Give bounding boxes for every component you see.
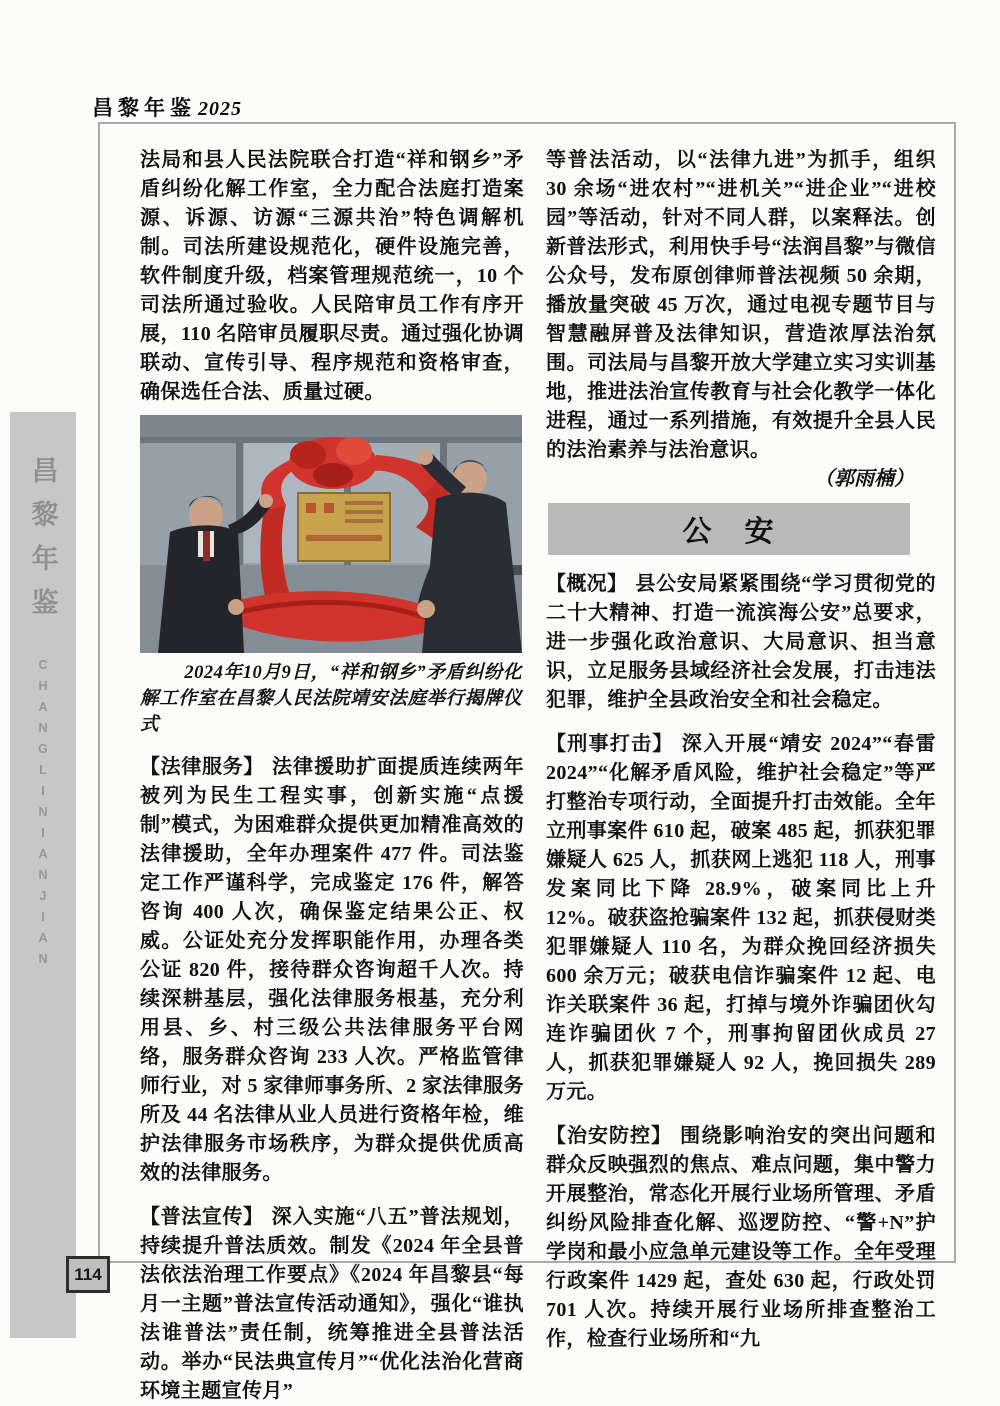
- section-header-title: 公 安: [682, 515, 776, 548]
- entry-title-law-publicity: 【普法宣传】: [140, 1206, 264, 1228]
- continued-paragraph-left: 法局和县人民法院联合打造“祥和钢乡”矛盾纠纷化解工作室，全力配合法庭打造案源、诉源、访源“三源共治”特色调解机制。司法所建设规范化，硬件设施完善，软件制度升级，档案管理规范统一，10 个司法所通过验收。人民陪审员工作有序开展，110 名陪审员履职尽责。通过强化协调联动、宣传引导、程序规范和资格审查，确保选任合法、质量过硬。: [140, 149, 524, 403]
- entry-body-legal-services: 法律援助扩面提质连续两年被列为民生工程实事，创新实施“点援制”模式，为困难群众提供更加精准高效的法律援助，全年办理案件 477 件。司法鉴定工作严谨科学，完成鉴定 176 件，解答咨询 400 人次，确保鉴定结果公正、权威。公证处充分发挥职能作用，办理各类公证 820 件，接待群众咨询超千人次。持续深耕基层，强化法律服务根基，充分利用县、乡、村三级公共法律服务平台网络，服务群众咨询 233 人次。严格监管律师行业，对 5 家律师事务所、2 家法律服务所及 44 名法律从业人员进行资格年检，维护法律服务市场秩序，为群众提供优质高效的法律服务。: [140, 756, 524, 1184]
- entry-body-overview: 县公安局紧紧围绕“学习贯彻党的二十大精神、打造一流滨海公安”总要求，进一步强化政治意识、大局意识、担当意识，立足服务县域经济社会发展，打击违法犯罪，维护全县政治安全和社会稳定。: [546, 573, 937, 711]
- entry-title-legal-services: 【法律服务】: [140, 756, 264, 778]
- entry-title-criminal-crackdown: 【刑事打击】: [546, 733, 674, 755]
- yearbook-logo: [92, 92, 242, 122]
- entry-body-law-publicity: 深入实施“八五”普法规划，持续提升普法质效。制发《2024 年全县普法依法治理工作要点》《2024 年昌黎县“每月一主题”普法宣传活动通知》，强化“谁执法谁普法”责任制，统筹推进全县普法活动。举办“民法典宣传月”“优化法治化营商环境主题宣传月”: [140, 1206, 525, 1402]
- entry-title-security-prevention: 【治安防控】: [546, 1125, 673, 1147]
- entry-legal-services: [140, 753, 524, 1188]
- entry-law-publicity: [140, 1203, 524, 1406]
- right-column: [546, 146, 936, 1354]
- page-number: 114: [66, 1256, 110, 1293]
- continued-paragraph-right: 等普法活动，以“法律九进”为抓手，组织 30 余场“进农村”“进机关”“进企业”“进校园”等活动，针对不同人群，以案释法。创新普法形式，利用快手号“法润昌黎”与微信公众号，发布原创律师普法视频 50 余期，播放量突破 45 万次，通过电视专题节目与智慧融屏普及法律知识，营造浓厚法治氛围。司法局与昌黎开放大学建立实习实训基地，推进法治宣传教育与社会化教学一体化进程，通过一系列措施，有效提升全县人民的法治素养与法治意识。: [546, 149, 936, 461]
- sidebar-title-latin: CHANGLINIANJIAN: [36, 658, 50, 973]
- yearbook-logo-year: 2025: [198, 98, 242, 120]
- entry-security-prevention: [546, 1122, 936, 1354]
- photo-caption: 2024年10月9日，“祥和钢乡”矛盾纠纷化解工作室在昌黎人民法院靖安法庭举行揭牌仪式: [140, 663, 522, 735]
- entry-overview: [546, 570, 936, 715]
- byline: （郭雨楠）: [814, 468, 914, 490]
- section-header-public-security: [548, 503, 910, 555]
- left-column: [140, 146, 524, 1406]
- entry-criminal-crackdown: [546, 730, 936, 1107]
- entry-title-overview: 【概况】: [546, 573, 628, 595]
- sidebar-band: [10, 412, 76, 1338]
- sidebar-title-vertical: 昌黎年鉴: [27, 456, 58, 632]
- unveiling-photo-illustration: [140, 415, 522, 653]
- entry-body-criminal-crackdown: 深入开展“靖安 2024”“春雷 2024”“化解矛盾风险，维护社会稳定”等严打整治专项行动，全面提升打击效能。全年立刑事案件 610 起，破案 485 起，抓获犯罪嫌疑人 625 人，抓获网上逃犯 118 人，刑事发案同比下降 28.9%，破案同比上升 12%。破获盗抢骗案件 132 起，抓获侵财类犯罪嫌疑人 110 名，为群众挽回经济损失 600 余万元；破获电信诈骗案件 12 起、电诈关联案件 36 起，打掉与境外诈骗团伙勾连诈骗团伙 7 个，刑事拘留团伙成员 27 人，抓获犯罪嫌疑人 92 人，挽回损失 289 万元。: [546, 733, 937, 1103]
- entry-body-security-prevention: 围绕影响治安的突出问题和群众反映强烈的焦点、难点问题，集中警力开展整治，常态化开展行业场所管理、矛盾纠纷风险排查化解、巡逻防控、“警+N”护学岗和最小应急单元建设等工作。全年受理行政案件 1429 起，查处 630 起，行政处罚 701 人次。持续开展行业场所排查整治工作，检查行业场所和“九: [546, 1125, 936, 1350]
- unveiling-photo: [140, 415, 522, 738]
- yearbook-logo-text: 昌黎年鉴: [92, 96, 196, 120]
